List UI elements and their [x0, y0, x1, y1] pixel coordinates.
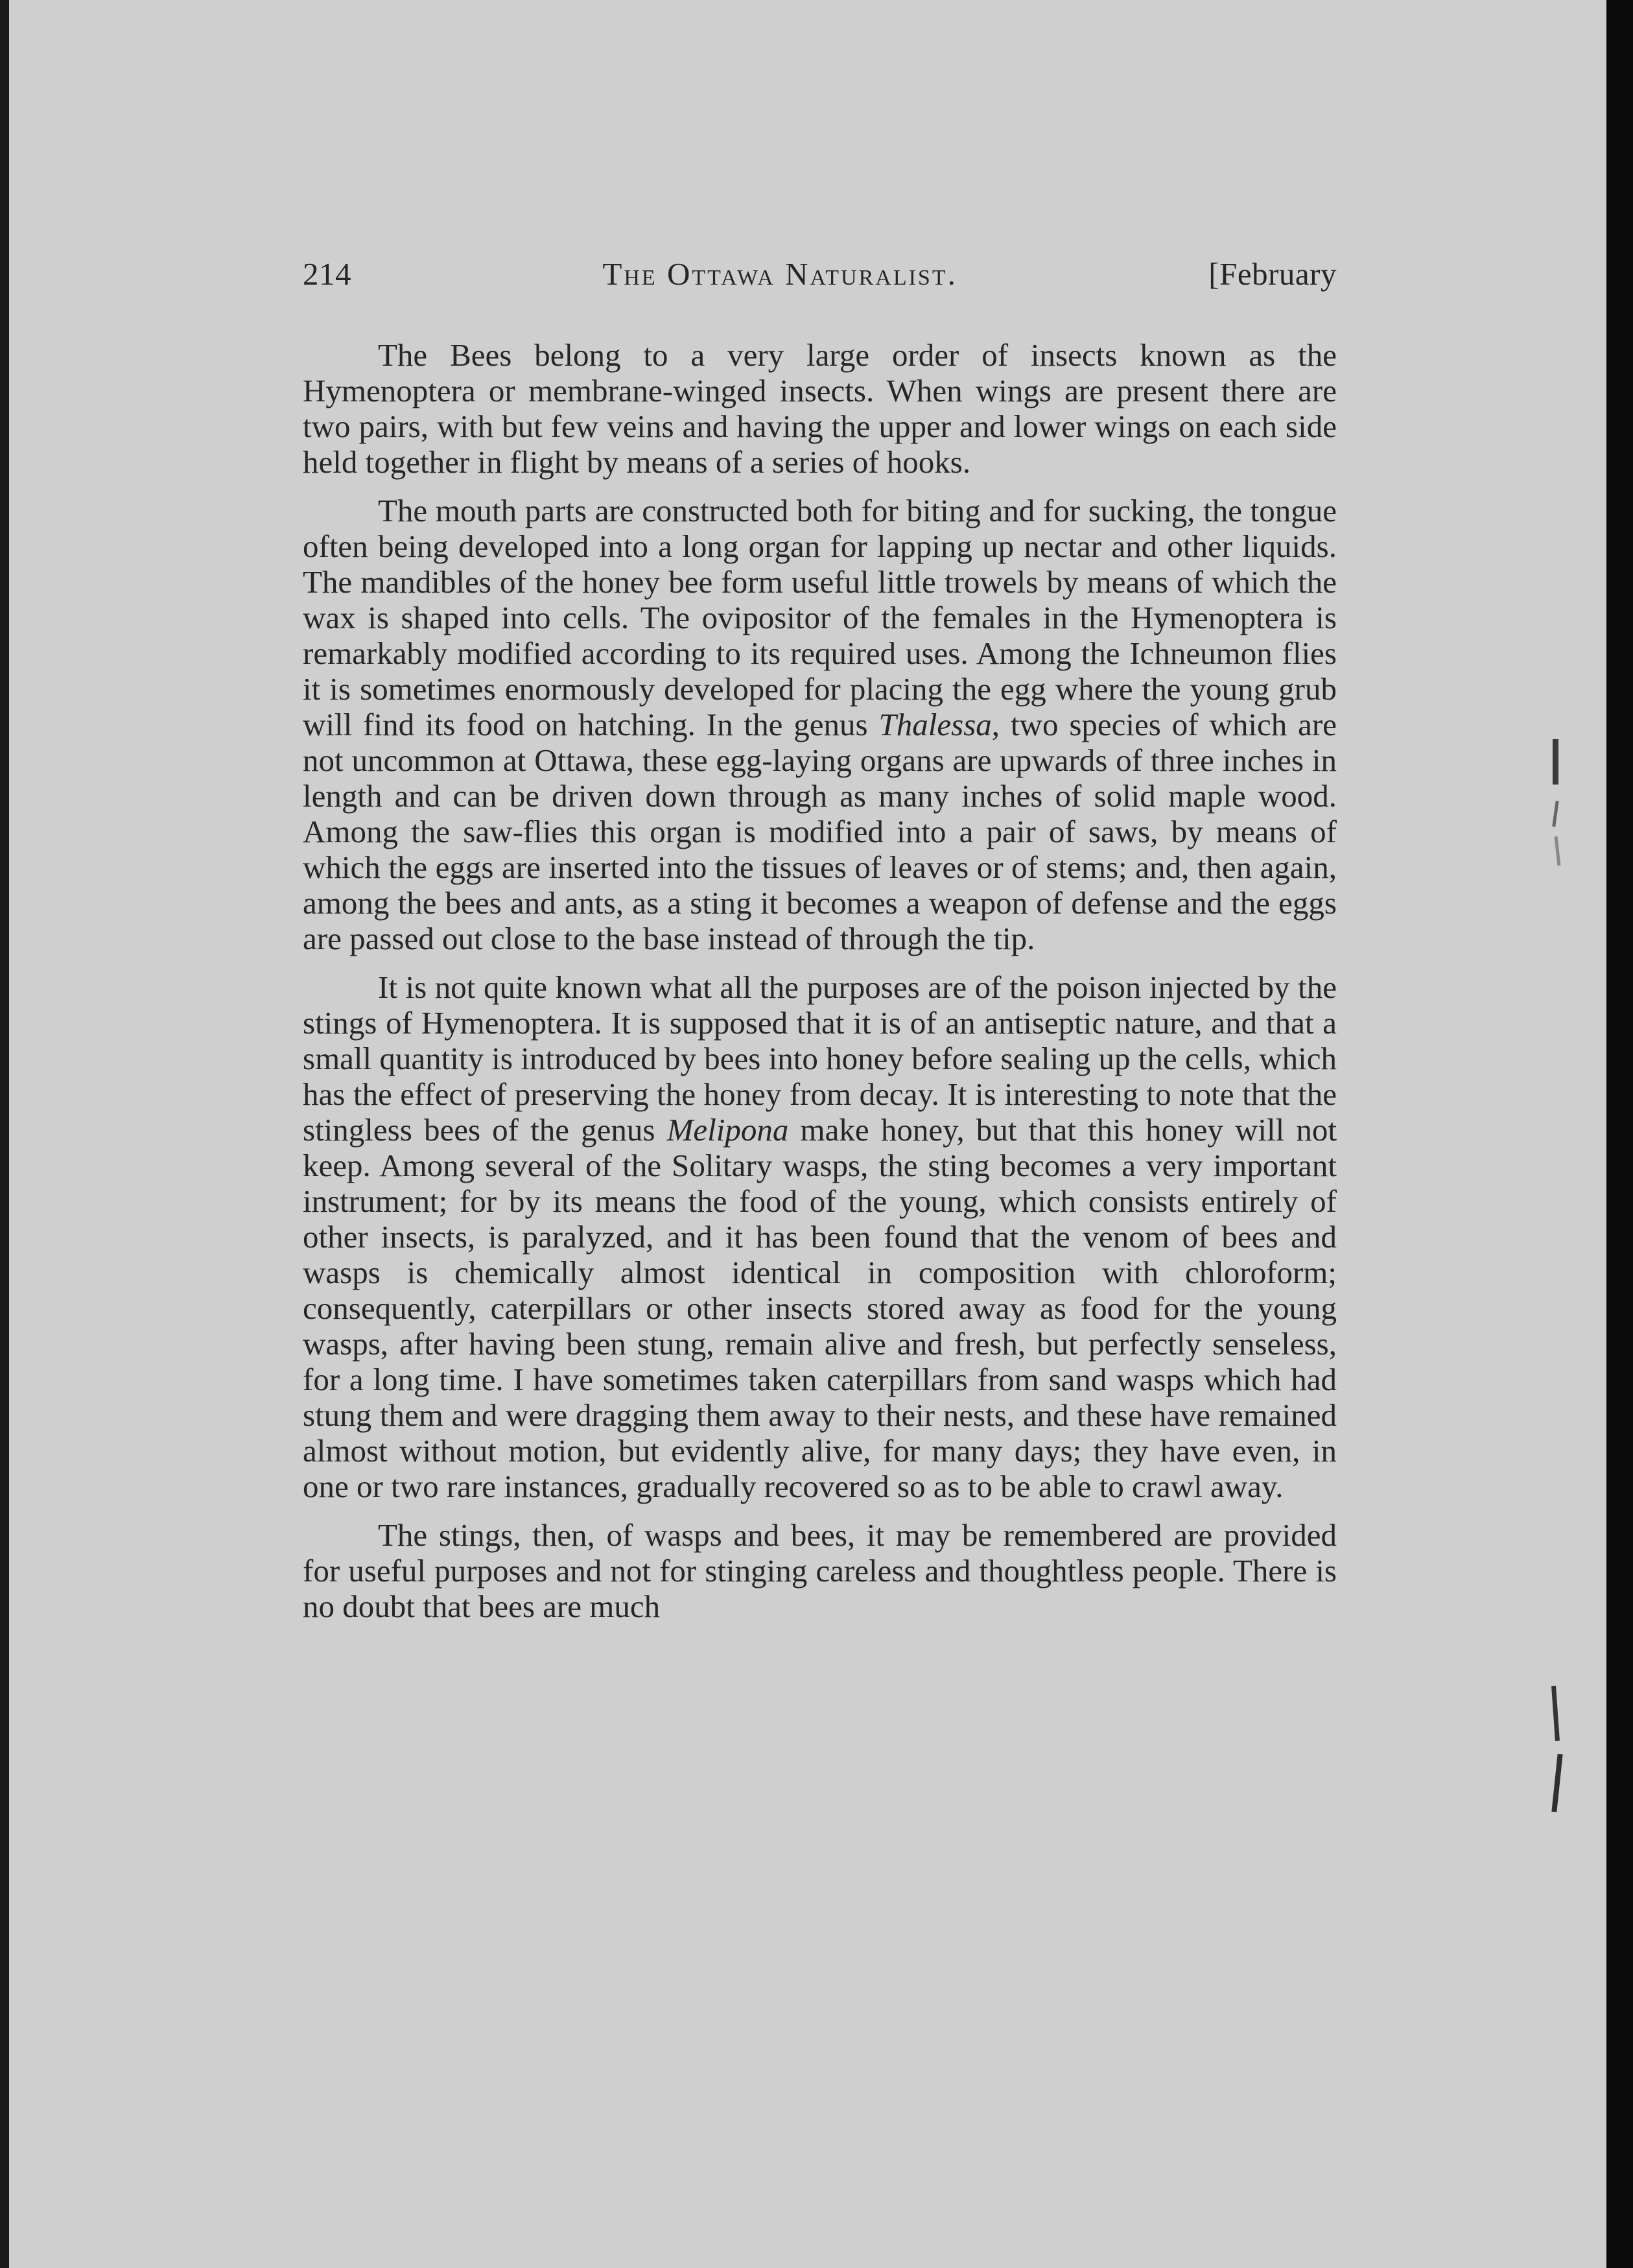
issue-month: [February: [1208, 256, 1337, 292]
margin-mark: [1553, 739, 1558, 785]
genus-thalessa: Thalessa: [878, 707, 992, 742]
paragraph-2-text-after: , two species of which are not uncommon at Ottawa, these egg-laying organs are upwards of three inches in length and can be driven down through as many inches of solid maple wood. Among the saw-flies this organ is modified into a pair of saws, by means of which the eggs are inserted into the tissues of leaves or of stems; and, then again, among the bees and ants, as a sting it becomes a weapon of defense and the eggs are passed out close to the base instead of through the tip.: [303, 707, 1337, 956]
scan-border: [1606, 0, 1633, 2268]
paragraph-3-text-before: It is not quite known what all the purposes are of the poison injected by the stings of Hymenoptera. It is supposed that it is of an antiseptic nature, and that a small quantity is introduced by bees into honey before sealing up the cells, which has the effect of preserving the honey from decay. It is interesting to note that the stingless bees of the genus: [303, 969, 1337, 1148]
paragraph-2-text-before: The mouth parts are constructed both for biting and for sucking, the tongue often being developed into a long organ for lapping up nectar and other liquids. The mandibles of the honey bee form useful little trowels by means of which the wax is shaped into cells. The ovipositor of the females in the Hymenoptera is remarkably modified according to its required uses. Among the Ichneumon flies it is sometimes enormously developed for placing the egg where the young grub will find its food on hatching. In the genus: [303, 493, 1337, 742]
page-number: 214: [303, 256, 351, 292]
genus-melipona: Melipona: [666, 1112, 789, 1148]
paragraph-2: [303, 493, 1337, 956]
paragraph-4: [303, 1517, 1337, 1624]
paragraph-4-text: The stings, then, of wasps and bees, it may be remembered are provided for useful purposes and not for stinging careless and thoughtless people. There is no doubt that bees are much: [303, 1517, 1337, 1624]
margin-mark: [1551, 1686, 1560, 1741]
paragraph-1: [303, 337, 1337, 480]
margin-mark: [1555, 836, 1561, 866]
paragraph-3-text-after: make honey, but that this honey will not keep. Among several of the Solitary wasps, the sting becomes a very important instrument; for by its means the food of the young, which consists entirely of other insects, is paralyzed, and it has been found that the venom of bees and wasps is chemically almost identical in composition with chloroform; consequently, caterpillars or other insects stored away as food for the young wasps, after having been stung, remain alive and fresh, but perfectly senseless, for a long time. I have sometimes taken caterpillars from sand wasps which had stung them and were dragging them away to their nests, and these have remained almost without motion, but evidently alive, for many days; they have even, in one or two rare instances, gradually recovered so as to be able to crawl away.: [303, 1112, 1337, 1504]
page-body: [303, 256, 1337, 1637]
margin-mark: [1551, 1754, 1562, 1812]
paragraph-3: [303, 969, 1337, 1504]
paragraph-1-text: The Bees belong to a very large order of insects known as the Hymenoptera or membrane-winged insects. When wings are present there are two pairs, with but few veins and having the upper and lower wings on each side held together in flight by means of a series of hooks.: [303, 337, 1337, 480]
running-head: [303, 256, 1337, 292]
margin-mark: [1552, 801, 1559, 827]
journal-title: The Ottawa Naturalist.: [602, 256, 957, 292]
